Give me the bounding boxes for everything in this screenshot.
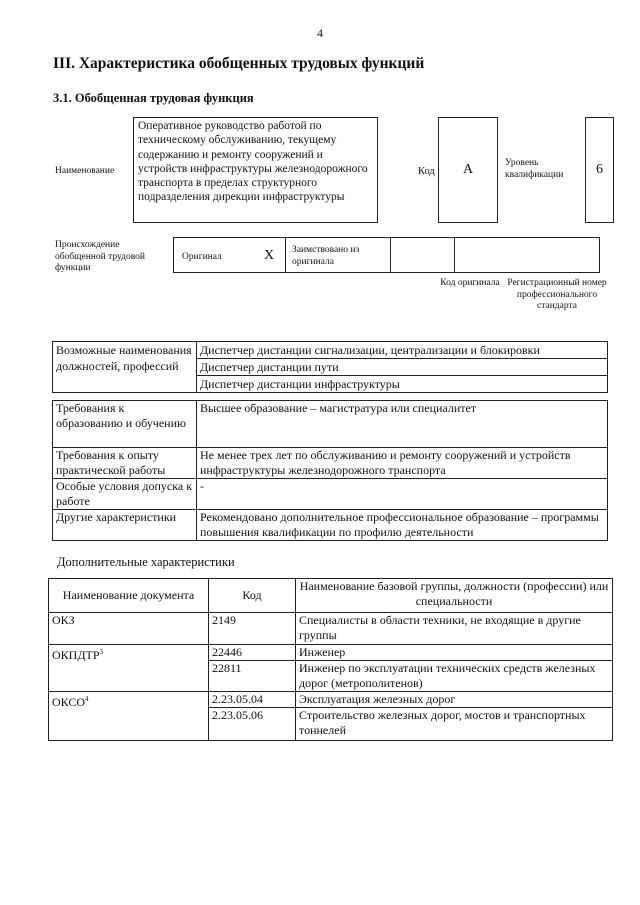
req-value: Не менее трех лет по обслуживанию и ремонту сооружений и устройств инфраструктуры железнодорожного транспорта [197, 448, 608, 479]
position-item: Диспетчер дистанции инфраструктуры [200, 377, 400, 391]
code-label: Код [418, 166, 435, 177]
subsection-title: 3.1. Обобщенная трудовая функция [53, 91, 254, 105]
cell-divider [454, 238, 455, 272]
positions-list [197, 342, 608, 393]
req-value: - [197, 479, 608, 510]
level-label: Уровень квалификации [505, 158, 564, 180]
page-number: 4 [317, 26, 323, 40]
name-cell: Строительство железных дорог, мостов и транспортных тоннелей [296, 708, 613, 741]
code-cell: 2.23.05.04 [209, 692, 296, 708]
name-label: Наименование [55, 166, 115, 176]
cell-divider [285, 238, 286, 272]
header-code: Код [209, 579, 296, 613]
req-value: Рекомендовано дополнительное профессиональное образование – программы повышения квалификации по профилю деятельности [197, 510, 608, 541]
function-name-box: Оперативное руководство работой по техническому обслуживанию, текущему содержанию и ремонту сооружений и устройств инфраструктуры железнодорожного транспорта в пределах структурного подразделения дирекции инфраструктуры [133, 117, 378, 223]
req-label: Требования к образованию и обучению [53, 401, 197, 448]
name-cell: Специалисты в области техники, не входящие в другие группы [296, 613, 613, 645]
cell-divider [390, 238, 391, 272]
footnote-mark: 3 [99, 648, 104, 656]
positions-table [52, 341, 608, 393]
doc-okz: ОКЗ [49, 613, 209, 645]
doc-okpdtr [49, 645, 209, 692]
code-cell: 22811 [209, 661, 296, 692]
level-value-box: 6 [585, 117, 614, 223]
section-title: III. Характеристика обобщенных трудовых функций [53, 55, 425, 72]
requirements-table [52, 400, 608, 541]
footnote-mark: 4 [85, 695, 89, 703]
header-doc: Наименование документа [49, 579, 209, 613]
borrowed-label: Заимствовано из оригинала [292, 245, 360, 267]
position-item: Диспетчер дистанции пути [197, 359, 607, 376]
code-cell: 2149 [209, 613, 296, 645]
code-original-label: Код оригинала [440, 278, 500, 288]
name-cell: Эксплуатация железных дорог [296, 692, 613, 708]
req-label: Другие характеристики [53, 510, 197, 541]
additional-title: Дополнительные характеристики [57, 555, 235, 569]
req-label: Особые условия допуска к работе [53, 479, 197, 510]
code-value-box: A [438, 117, 498, 223]
origin-box [173, 237, 600, 273]
position-item: Диспетчер дистанции сигнализации, централизации и блокировки [197, 342, 607, 359]
additional-table [48, 578, 613, 741]
code-cell: 2.23.05.06 [209, 708, 296, 741]
name-cell: Инженер по эксплуатации технических средств железных дорог (метрополитенов) [296, 661, 613, 692]
positions-label: Возможные наименования должностей, профессий [53, 342, 197, 393]
header-name: Наименование базовой группы, должности (профессии) или специальности [296, 579, 613, 613]
name-cell: Инженер [296, 645, 613, 661]
req-value: Высшее образование – магистратура или специалитет [197, 401, 608, 448]
doc-okso-name: ОКСО [52, 695, 86, 709]
reg-number-label: Регистрационный номер профессионального стандарта [507, 278, 607, 311]
doc-okso [49, 692, 209, 741]
original-mark: X [264, 248, 275, 263]
origin-label: Происхождение обобщенной трудовой функции [55, 240, 145, 273]
original-label: Оригинал [182, 252, 222, 262]
req-label: Требования к опыту практической работы [53, 448, 197, 479]
code-cell: 22446 [209, 645, 296, 661]
doc-okpdtr-name: ОКПДТР [52, 648, 100, 662]
